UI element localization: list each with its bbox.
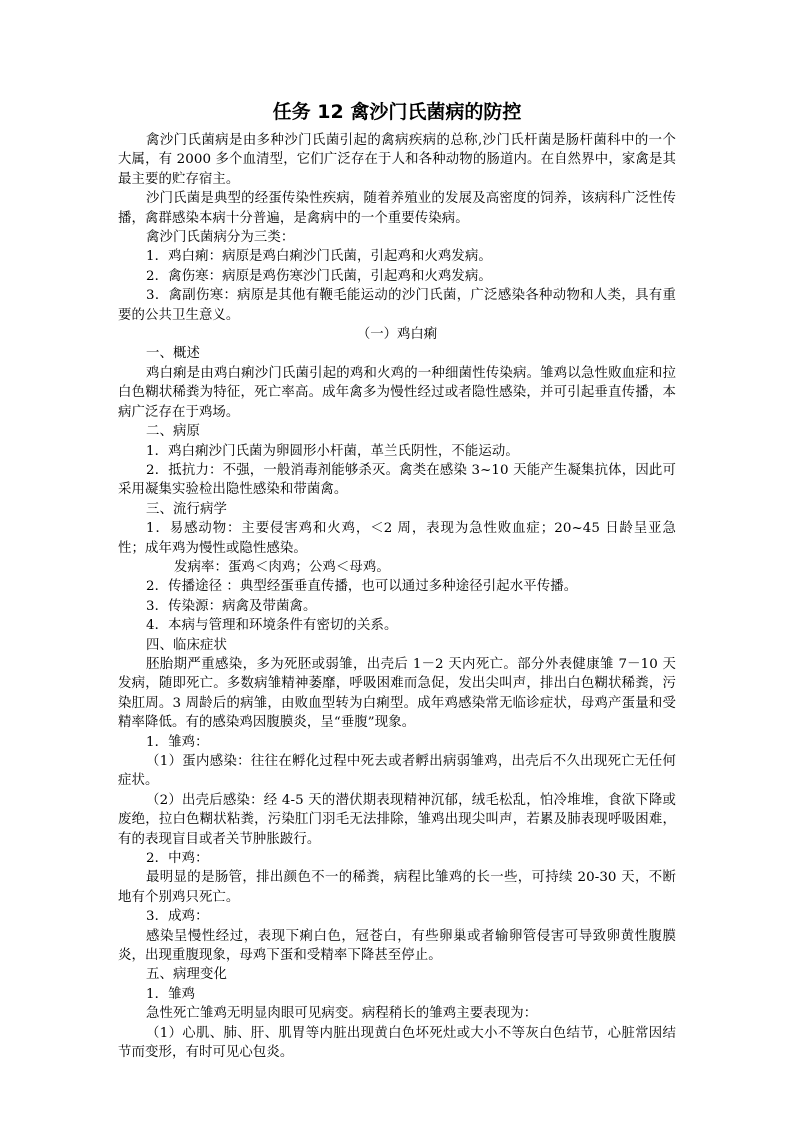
body-paragraph: 鸡白痢是由鸡白痢沙门氏菌引起的鸡和火鸡的一种细菌性传染病。雏鸡以急性败血症和拉白色糊状稀粪为特征，死亡率高。成年禽多为慢性经过或者隐性感染，并可引起垂直传播，本病广泛存在于鸡场。 <box>118 365 676 420</box>
intro-paragraph: 沙门氏菌是典型的经蛋传染性疾病，随着养殖业的发展及高密度的饲养，该病科广泛性传播，禽群感染本病十分普遍，是禽病中的一个重要传染病。 <box>118 191 676 226</box>
body-paragraph: （1）蛋内感染：往往在孵化过程中死去或者孵出病弱雏鸡，出壳后不久出现死亡无任何症状。 <box>118 754 676 789</box>
subheading: 1．雏鸡 <box>146 986 196 1002</box>
list-item: 1．易感动物：主要侵害鸡和火鸡，＜2 周，表现为急性败血症；20~45 日龄呈亚急性；成年鸡为慢性或隐性感染。 <box>118 521 676 556</box>
intro-paragraph: 禽沙门氏菌病分为三类： <box>146 230 295 246</box>
heading-symptoms: 四、临床症状 <box>146 637 227 653</box>
body-paragraph: 胚胎期严重感染，多为死胚或弱雏，出壳后 1－2 天内死亡。部分外表健康雏 7－10 天发病，随即死亡。多数病雏精神萎靡，呼吸困难而急促，发出尖叫声，排出白色糊状稀粪，污染肛周。3 周龄后的病雏，由败血型转为白痢型。成年鸡感染常无临诊症状，母鸡产蛋量和受精率降低。有的感染鸡因腹膜炎，呈“垂腹”现象。 <box>118 656 676 731</box>
heading-epidemiology: 三、流行病学 <box>146 501 227 517</box>
list-item: 2．传播途径 ：典型经蛋垂直传播，也可以通过多种途径引起水平传播。 <box>146 579 578 595</box>
list-item: 1．鸡白痢：病原是鸡白痢沙门氏菌，引起鸡和火鸡发病。 <box>146 249 492 265</box>
list-item: 3．传染源：病禽及带菌禽。 <box>146 598 317 614</box>
list-item: 4．本病与管理和环境条件有密切的关系。 <box>146 618 398 634</box>
body-paragraph: 最明显的是肠管，排出颜色不一的稀粪，病程比雏鸡的长一些，可持续 20-30 天，不断地有个别鸡只死亡。 <box>118 870 676 905</box>
page-title: 任务 12 禽沙门氏菌病的防控 <box>272 101 522 123</box>
list-item: 3．禽副伤寒：病原是其他有鞭毛能运动的沙门氏菌，广泛感染各种动物和人类，具有重要的公共卫生意义。 <box>118 288 676 323</box>
list-item: 2．禽伤寒：病原是鸡伤寒沙门氏菌，引起鸡和火鸡发病。 <box>146 268 492 284</box>
body-paragraph: （1）心肌、肺、肝、肌胃等内脏出现黄白色坏死灶或大小不等灰白色结节，心脏常因结节而变形，有时可见心包炎。 <box>118 1025 676 1061</box>
intro-paragraph: 禽沙门氏菌病是由多种沙门氏菌引起的禽病疾病的总称,沙门氏杆菌是肠杆菌科中的一个大属，有 2000 多个血清型，它们广泛存在于人和各种动物的肠道内。在自然界中，家禽是其最主要的贮存宿主。 <box>118 133 676 187</box>
heading-overview: 一、概述 <box>146 346 200 362</box>
list-item: 2．抵抗力：不强，一般消毒剂能够杀灭。禽类在感染 3~10 天能产生凝集抗体，因此可采用凝集实验检出隐性感染和带菌禽。 <box>118 462 676 498</box>
subheading: 2．中鸡： <box>146 851 209 867</box>
body-paragraph: 急性死亡雏鸡无明显肉眼可见病变。病程稍长的雏鸡主要表现为： <box>146 1006 538 1022</box>
body-paragraph: （2）出壳后感染：经 4-5 天的潜伏期表现精神沉郁，绒毛松乱，怕冷堆堆，食欲下降或废绝，拉白色糊状粘粪，污染肛门羽毛无法排除，雏鸡出现尖叫声，若累及肺表现呼吸困难，有的表现盲目或者关节肿胀跛行。 <box>118 792 676 847</box>
list-item: 1．鸡白痢沙门氏菌为卵圆形小杆菌，革兰氏阴性，不能运动。 <box>146 443 519 459</box>
heading-pathogen: 二、病原 <box>146 424 200 440</box>
document-page <box>118 100 676 1063</box>
subheading: 3．成鸡： <box>146 909 209 925</box>
subheading: 1．雏鸡： <box>146 734 209 750</box>
list-item: 发病率：蛋鸡＜肉鸡；公鸡＜母鸡。 <box>174 559 390 575</box>
section-title: （一）鸡白痢 <box>356 327 438 343</box>
heading-pathology: 五、病理变化 <box>146 967 227 983</box>
body-paragraph: 感染呈慢性经过，表现下痢白色，冠苍白，有些卵巢或者输卵管侵害可导致卵黄性腹膜炎，出现重腹现象，母鸡下蛋和受精率下降甚至停止。 <box>118 928 676 964</box>
